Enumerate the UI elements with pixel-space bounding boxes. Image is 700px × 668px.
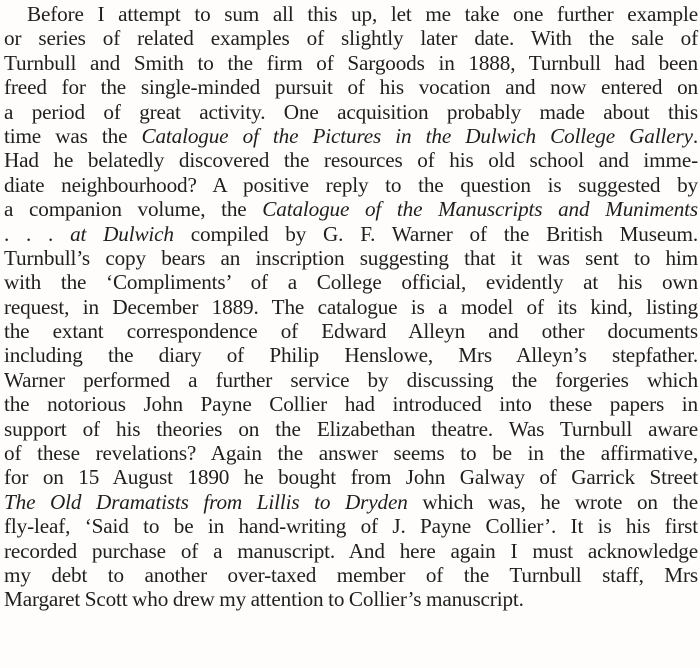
text-line: for on 15 August 1890 he bought from John Galway of Garrick Street: [4, 465, 698, 490]
text-line: Warner performed a further service by discussing the forgeries which: [4, 367, 698, 392]
text-line: time was the Catalogue of the Pictures in the Dulwich College Gallery.: [4, 123, 698, 148]
body-paragraph: [0, 2, 700, 612]
text-line: including the diary of Philip Henslowe, Mrs Alleyn’s stepfather.: [4, 343, 698, 368]
text-line: freed for the single-minded pursuit of his vocation and now entered on: [4, 75, 698, 100]
text-line: Had he belatedly discovered the resources of his old school and imme-: [4, 148, 698, 173]
text-line-partial: Margaret Scott who drew my attention to Collier’s manuscript.: [4, 587, 524, 612]
italic-title: The Old Dramatists from Lillis to Dryden: [4, 489, 408, 514]
text-line: The Old Dramatists from Lillis to Dryden which was, he wrote on the: [4, 489, 698, 514]
text-line: a period of great activity. One acquisition probably made about this: [4, 99, 698, 124]
text-line: of these revelations? Again the answer seems to be in the affirmative,: [4, 441, 698, 466]
text-line: . . . at Dulwich compiled by G. F. Warner of the British Museum.: [4, 221, 698, 246]
text-line: support of his theories on the Elizabethan theatre. Was Turnbull aware: [4, 416, 698, 441]
text-line: Turnbull’s copy bears an inscription suggesting that it was sent to him: [4, 245, 698, 270]
italic-title: at Dulwich: [70, 221, 174, 246]
italic-title: Catalogue of the Manuscripts and Muniments: [262, 197, 698, 222]
text-line: the notorious John Payne Collier had introduced into these papers in: [4, 392, 698, 417]
italic-title: Catalogue of the Pictures in the Dulwich College Gallery: [141, 123, 693, 148]
text-line: a companion volume, the Catalogue of the Manuscripts and Muniments: [4, 197, 698, 222]
text-line: or series of related examples of slightly later date. With the sale of: [4, 26, 698, 51]
text-line: Before I attempt to sum all this up, let me take one further example: [27, 2, 698, 26]
text-line: with the ‘Compliments’ of a College official, evidently at his own: [4, 270, 698, 295]
text-line: Turnbull and Smith to the firm of Sargoods in 1888, Turnbull had been: [4, 50, 698, 75]
text-line: request, in December 1889. The catalogue is a model of its kind, listing: [4, 294, 698, 319]
text-line: fly-leaf, ‘Said to be in hand-writing of J. Payne Collier’. It is his first: [4, 514, 698, 539]
text-line: the extant correspondence of Edward Alleyn and other documents: [4, 319, 698, 344]
text-line: diate neighbourhood? A positive reply to the question is suggested by: [4, 172, 698, 197]
text-line: my debt to another over-taxed member of the Turnbull staff, Mrs: [4, 562, 698, 587]
text-line: recorded purchase of a manuscript. And here again I must acknowledge: [4, 538, 698, 563]
